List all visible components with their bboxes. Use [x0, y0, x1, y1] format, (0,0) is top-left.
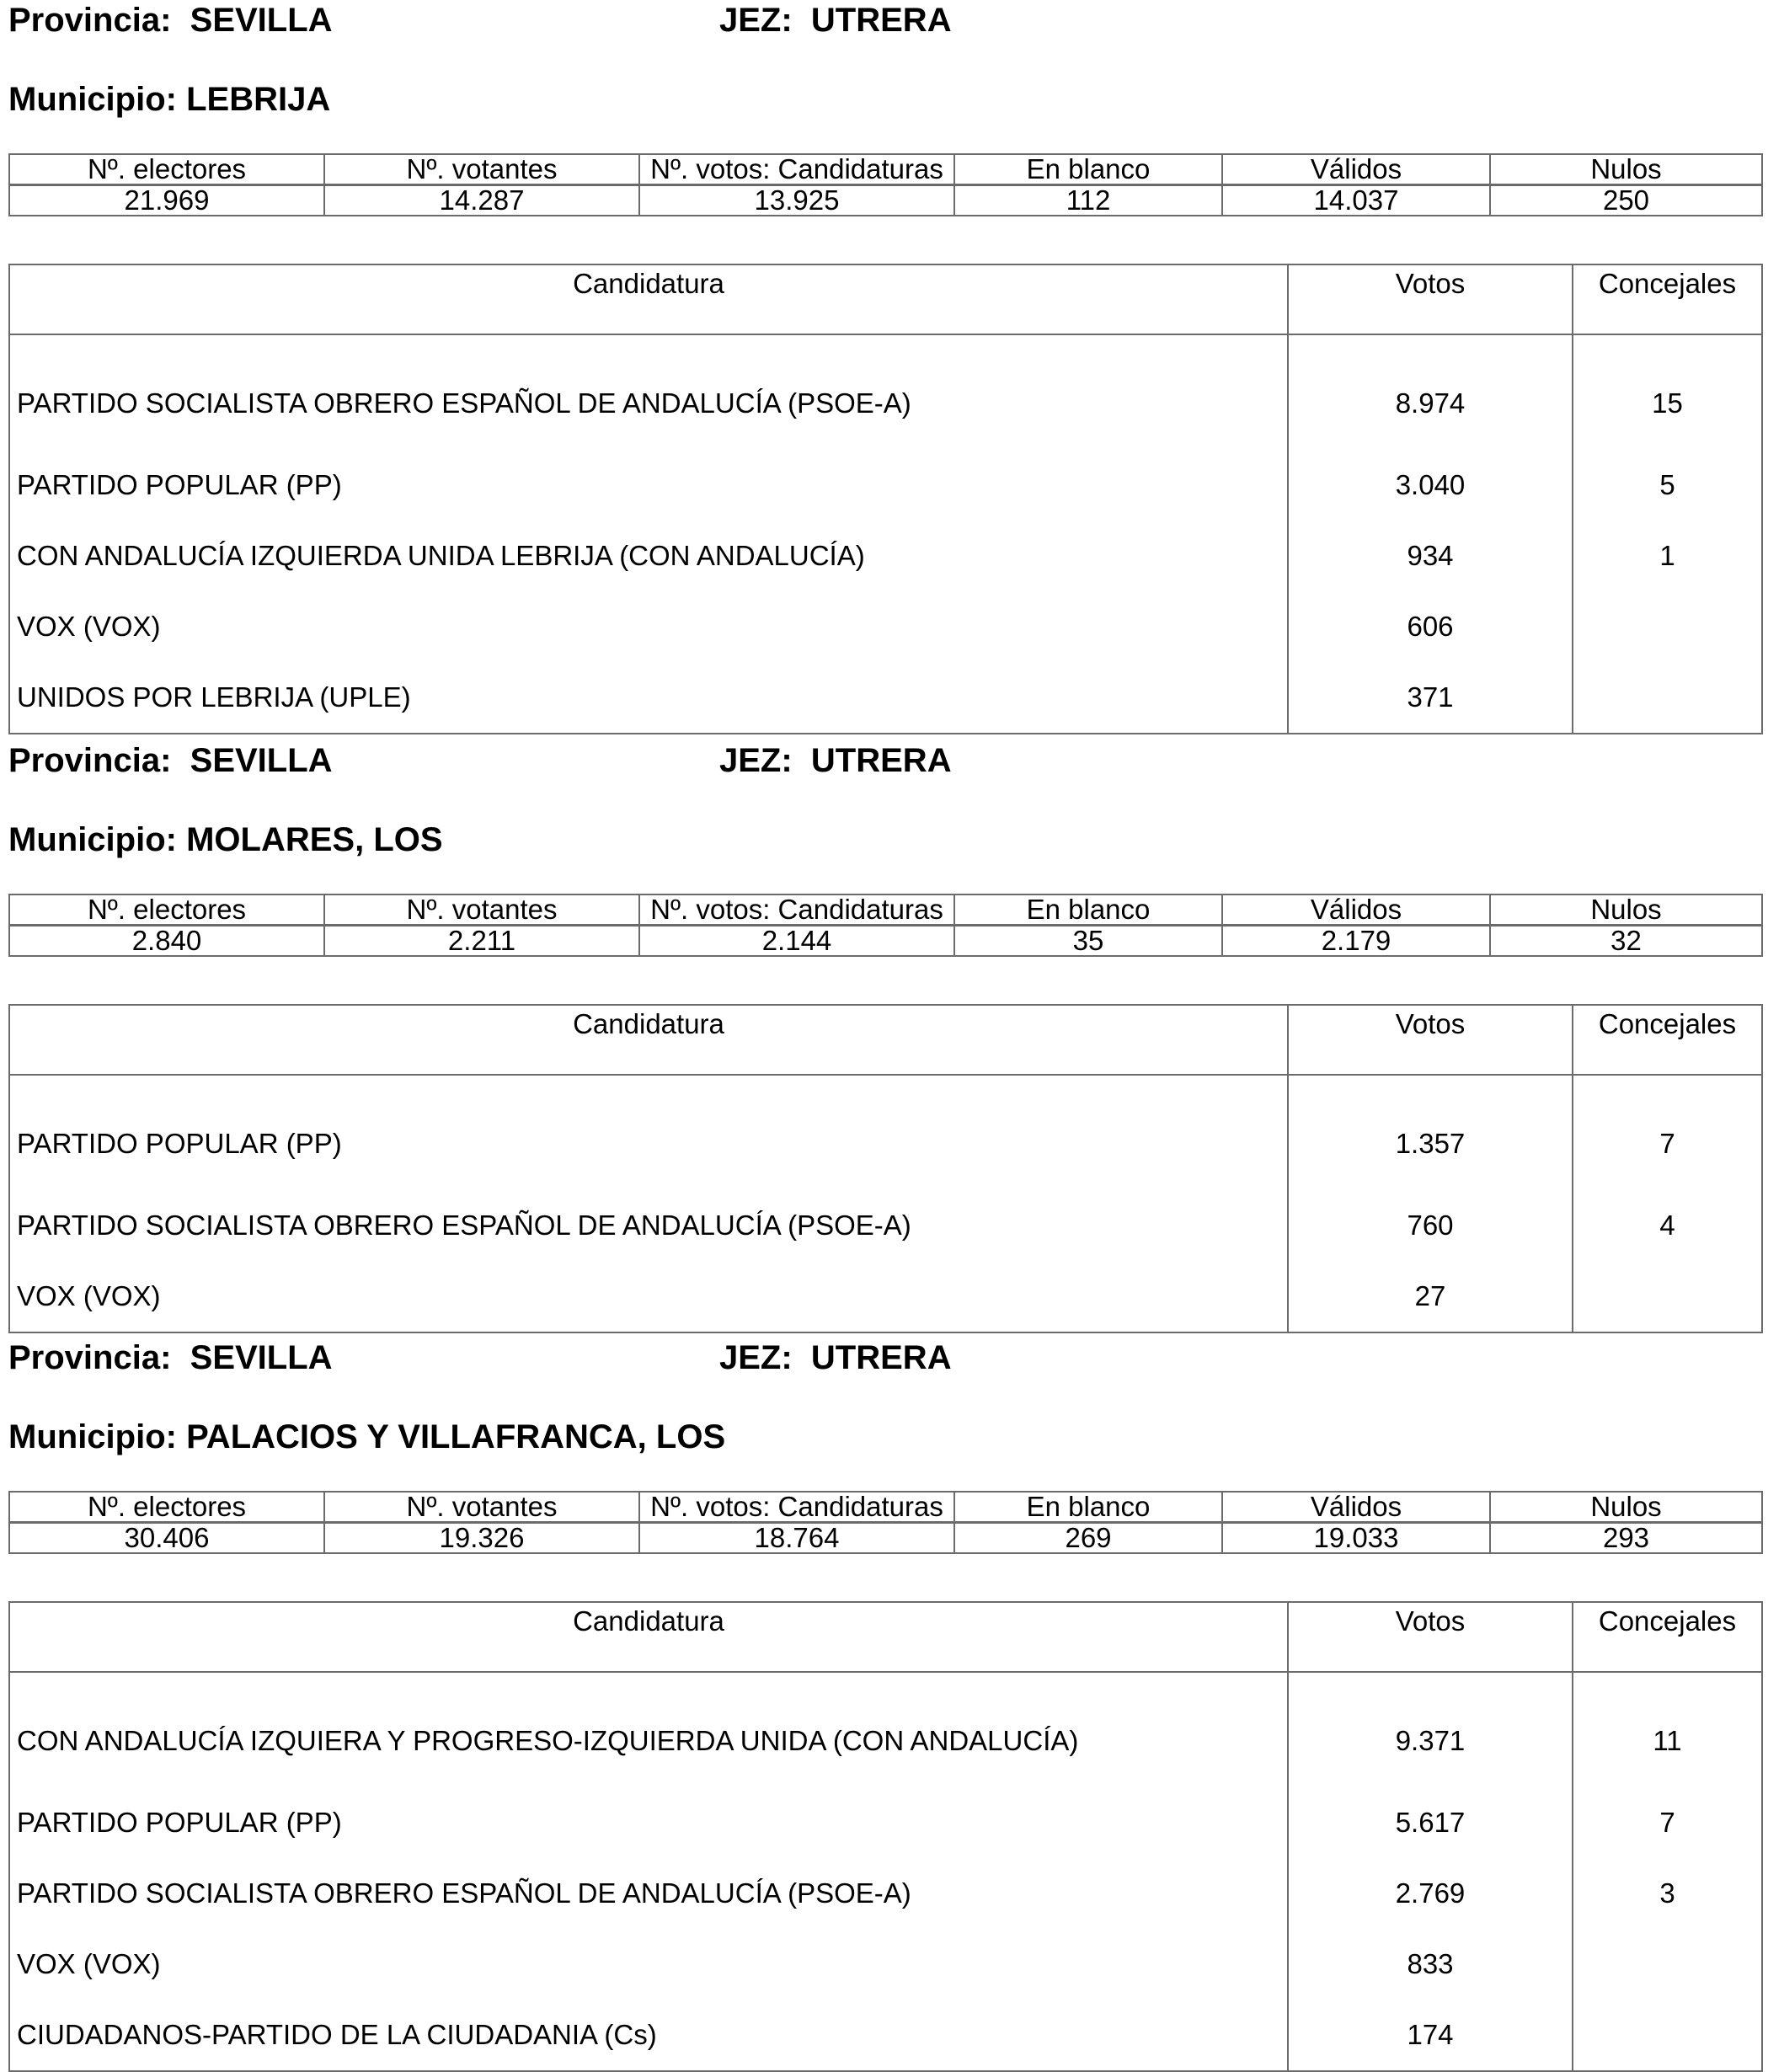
votos-cell: 2.769: [1288, 1858, 1573, 1929]
candidatura-cell: VOX (VOX): [17, 1280, 161, 1311]
votos-cell: 760: [1288, 1190, 1573, 1261]
results-header-cell: Concejales: [1573, 264, 1762, 334]
provincia-label: Provincia:: [8, 742, 172, 779]
concejales-cell: 15: [1573, 334, 1762, 450]
results-row: [9, 334, 1762, 450]
results-row: [9, 1075, 1762, 1190]
summary-value-cell: 35: [954, 926, 1222, 957]
summary-header-cell: Nº. votos: Candidaturas: [639, 154, 954, 185]
summary-values-row: [9, 926, 1762, 957]
provincia-label: Provincia:: [8, 2, 172, 39]
summary-table: [8, 894, 1763, 957]
results-header-cell: Votos: [1288, 1602, 1573, 1672]
candidatura-cell: UNIDOS POR LEBRIJA (UPLE): [17, 681, 411, 713]
candidatura-cell: PARTIDO SOCIALISTA OBRERO ESPAÑOL DE ANDALUCÍA (PSOE-A): [17, 1210, 911, 1241]
provincia-label: Provincia:: [8, 1339, 172, 1376]
jez-value: UTRERA: [810, 2, 952, 39]
section-header: [8, 0, 1760, 40]
jez-label: JEZ:: [719, 2, 793, 39]
jez-value: UTRERA: [810, 1339, 952, 1376]
results-header-cell: Concejales: [1573, 1005, 1762, 1075]
candidatura-cell: CON ANDALUCÍA IZQUIERA Y PROGRESO-IZQUIERDA UNIDA (CON ANDALUCÍA): [17, 1725, 1079, 1756]
concejales-cell: [1573, 1261, 1762, 1332]
concejales-cell: 3: [1573, 1858, 1762, 1929]
concejales-cell: 11: [1573, 1672, 1762, 1787]
votos-cell: 9.371: [1288, 1672, 1573, 1787]
results-table: [8, 1601, 1763, 2072]
results-row: [9, 521, 1762, 591]
results-row: [9, 1787, 1762, 1858]
summary-value-cell: 14.287: [324, 185, 639, 216]
summary-header-cell: Nº. electores: [9, 894, 324, 926]
summary-header-cell: Nº. votantes: [324, 1492, 639, 1523]
municipio-value: MOLARES, LOS: [186, 821, 443, 858]
provincia-line: [8, 1339, 333, 1376]
summary-table: [8, 153, 1763, 216]
summary-value-cell: 13.925: [639, 185, 954, 216]
summary-value-cell: 19.033: [1222, 1523, 1490, 1554]
summary-header-cell: Nº. electores: [9, 1492, 324, 1523]
summary-value-cell: 19.326: [324, 1523, 639, 1554]
summary-value-cell: 21.969: [9, 185, 324, 216]
provincia-value: SEVILLA: [190, 742, 333, 779]
provincia-value: SEVILLA: [190, 2, 333, 39]
summary-header-cell: En blanco: [954, 154, 1222, 185]
summary-value-cell: 14.037: [1222, 185, 1490, 216]
municipio-value: LEBRIJA: [186, 81, 331, 118]
jez-line: [719, 0, 952, 40]
summary-header-row: [9, 1492, 1762, 1523]
candidatura-cell: CIUDADANOS-PARTIDO DE LA CIUDADANIA (Cs): [17, 2019, 657, 2050]
summary-header-cell: Nº. votos: Candidaturas: [639, 1492, 954, 1523]
summary-value-cell: 112: [954, 185, 1222, 216]
votos-cell: 934: [1288, 521, 1573, 591]
votos-cell: 606: [1288, 591, 1573, 662]
results-header-row: [9, 1602, 1762, 1672]
concejales-cell: [1573, 591, 1762, 662]
summary-header-row: [9, 154, 1762, 185]
section-header: [8, 1338, 1760, 1378]
municipio-heading: [8, 820, 443, 860]
votos-cell: 174: [1288, 2000, 1573, 2071]
jez-line: [719, 1338, 952, 1378]
municipio-label: Municipio:: [8, 1418, 177, 1455]
summary-header-cell: Válidos: [1222, 1492, 1490, 1523]
results-header-cell: Votos: [1288, 264, 1573, 334]
summary-header-cell: Nº. votos: Candidaturas: [639, 894, 954, 926]
summary-value-cell: 2.840: [9, 926, 324, 957]
results-header-cell: Candidatura: [9, 264, 1288, 334]
summary-value-cell: 2.144: [639, 926, 954, 957]
concejales-cell: [1573, 1929, 1762, 2000]
summary-table: [8, 1491, 1763, 1554]
results-row: [9, 1929, 1762, 2000]
results-header-cell: Candidatura: [9, 1005, 1288, 1075]
candidatura-cell: PARTIDO SOCIALISTA OBRERO ESPAÑOL DE ANDALUCÍA (PSOE-A): [17, 387, 911, 419]
concejales-cell: 4: [1573, 1190, 1762, 1261]
votos-cell: 5.617: [1288, 1787, 1573, 1858]
summary-value-cell: 269: [954, 1523, 1222, 1554]
summary-header-cell: Nº. electores: [9, 154, 324, 185]
results-row: [9, 662, 1762, 734]
provincia-line: [8, 2, 333, 39]
results-row: [9, 450, 1762, 521]
results-header-cell: Candidatura: [9, 1602, 1288, 1672]
jez-value: UTRERA: [810, 742, 952, 779]
summary-value-cell: 30.406: [9, 1523, 324, 1554]
summary-values-row: [9, 185, 1762, 216]
summary-value-cell: 250: [1490, 185, 1762, 216]
results-row: [9, 1190, 1762, 1261]
summary-header-cell: Nº. votantes: [324, 894, 639, 926]
candidatura-cell: PARTIDO SOCIALISTA OBRERO ESPAÑOL DE ANDALUCÍA (PSOE-A): [17, 1877, 911, 1909]
votos-cell: 1.357: [1288, 1075, 1573, 1190]
municipio-heading: [8, 1417, 725, 1457]
candidatura-cell: PARTIDO POPULAR (PP): [17, 1807, 342, 1838]
results-row: [9, 1858, 1762, 1929]
summary-header-cell: Nulos: [1490, 1492, 1762, 1523]
votos-cell: 833: [1288, 1929, 1573, 2000]
summary-header-cell: Nulos: [1490, 154, 1762, 185]
concejales-cell: [1573, 662, 1762, 734]
concejales-cell: 7: [1573, 1075, 1762, 1190]
candidatura-cell: PARTIDO POPULAR (PP): [17, 469, 342, 500]
candidatura-cell: PARTIDO POPULAR (PP): [17, 1128, 342, 1159]
summary-value-cell: 2.179: [1222, 926, 1490, 957]
results-row: [9, 591, 1762, 662]
results-table: [8, 1004, 1763, 1333]
results-table: [8, 264, 1763, 734]
results-header-cell: Votos: [1288, 1005, 1573, 1075]
jez-label: JEZ:: [719, 742, 793, 779]
summary-header-row: [9, 894, 1762, 926]
summary-values-row: [9, 1523, 1762, 1554]
candidatura-cell: VOX (VOX): [17, 611, 161, 642]
summary-header-cell: Válidos: [1222, 894, 1490, 926]
candidatura-cell: VOX (VOX): [17, 1948, 161, 1979]
municipio-value: PALACIOS Y VILLAFRANCA, LOS: [186, 1418, 726, 1455]
summary-header-cell: En blanco: [954, 894, 1222, 926]
results-header-cell: Concejales: [1573, 1602, 1762, 1672]
summary-header-cell: Válidos: [1222, 154, 1490, 185]
results-row: [9, 1672, 1762, 1787]
summary-header-cell: Nº. votantes: [324, 154, 639, 185]
summary-value-cell: 32: [1490, 926, 1762, 957]
candidatura-cell: CON ANDALUCÍA IZQUIERDA UNIDA LEBRIJA (CON ANDALUCÍA): [17, 540, 865, 571]
summary-value-cell: 18.764: [639, 1523, 954, 1554]
votos-cell: 3.040: [1288, 450, 1573, 521]
jez-line: [719, 740, 952, 781]
summary-value-cell: 293: [1490, 1523, 1762, 1554]
section-header: [8, 740, 1760, 781]
municipio-label: Municipio:: [8, 821, 177, 858]
provincia-value: SEVILLA: [190, 1339, 333, 1376]
municipio-label: Municipio:: [8, 81, 177, 118]
provincia-line: [8, 742, 333, 779]
concejales-cell: 7: [1573, 1787, 1762, 1858]
results-row: [9, 1261, 1762, 1332]
concejales-cell: 5: [1573, 450, 1762, 521]
results-header-row: [9, 264, 1762, 334]
votos-cell: 8.974: [1288, 334, 1573, 450]
municipio-heading: [8, 79, 330, 120]
votos-cell: 27: [1288, 1261, 1573, 1332]
summary-header-cell: En blanco: [954, 1492, 1222, 1523]
summary-value-cell: 2.211: [324, 926, 639, 957]
votos-cell: 371: [1288, 662, 1573, 734]
summary-header-cell: Nulos: [1490, 894, 1762, 926]
results-header-row: [9, 1005, 1762, 1075]
jez-label: JEZ:: [719, 1339, 793, 1376]
concejales-cell: 1: [1573, 521, 1762, 591]
